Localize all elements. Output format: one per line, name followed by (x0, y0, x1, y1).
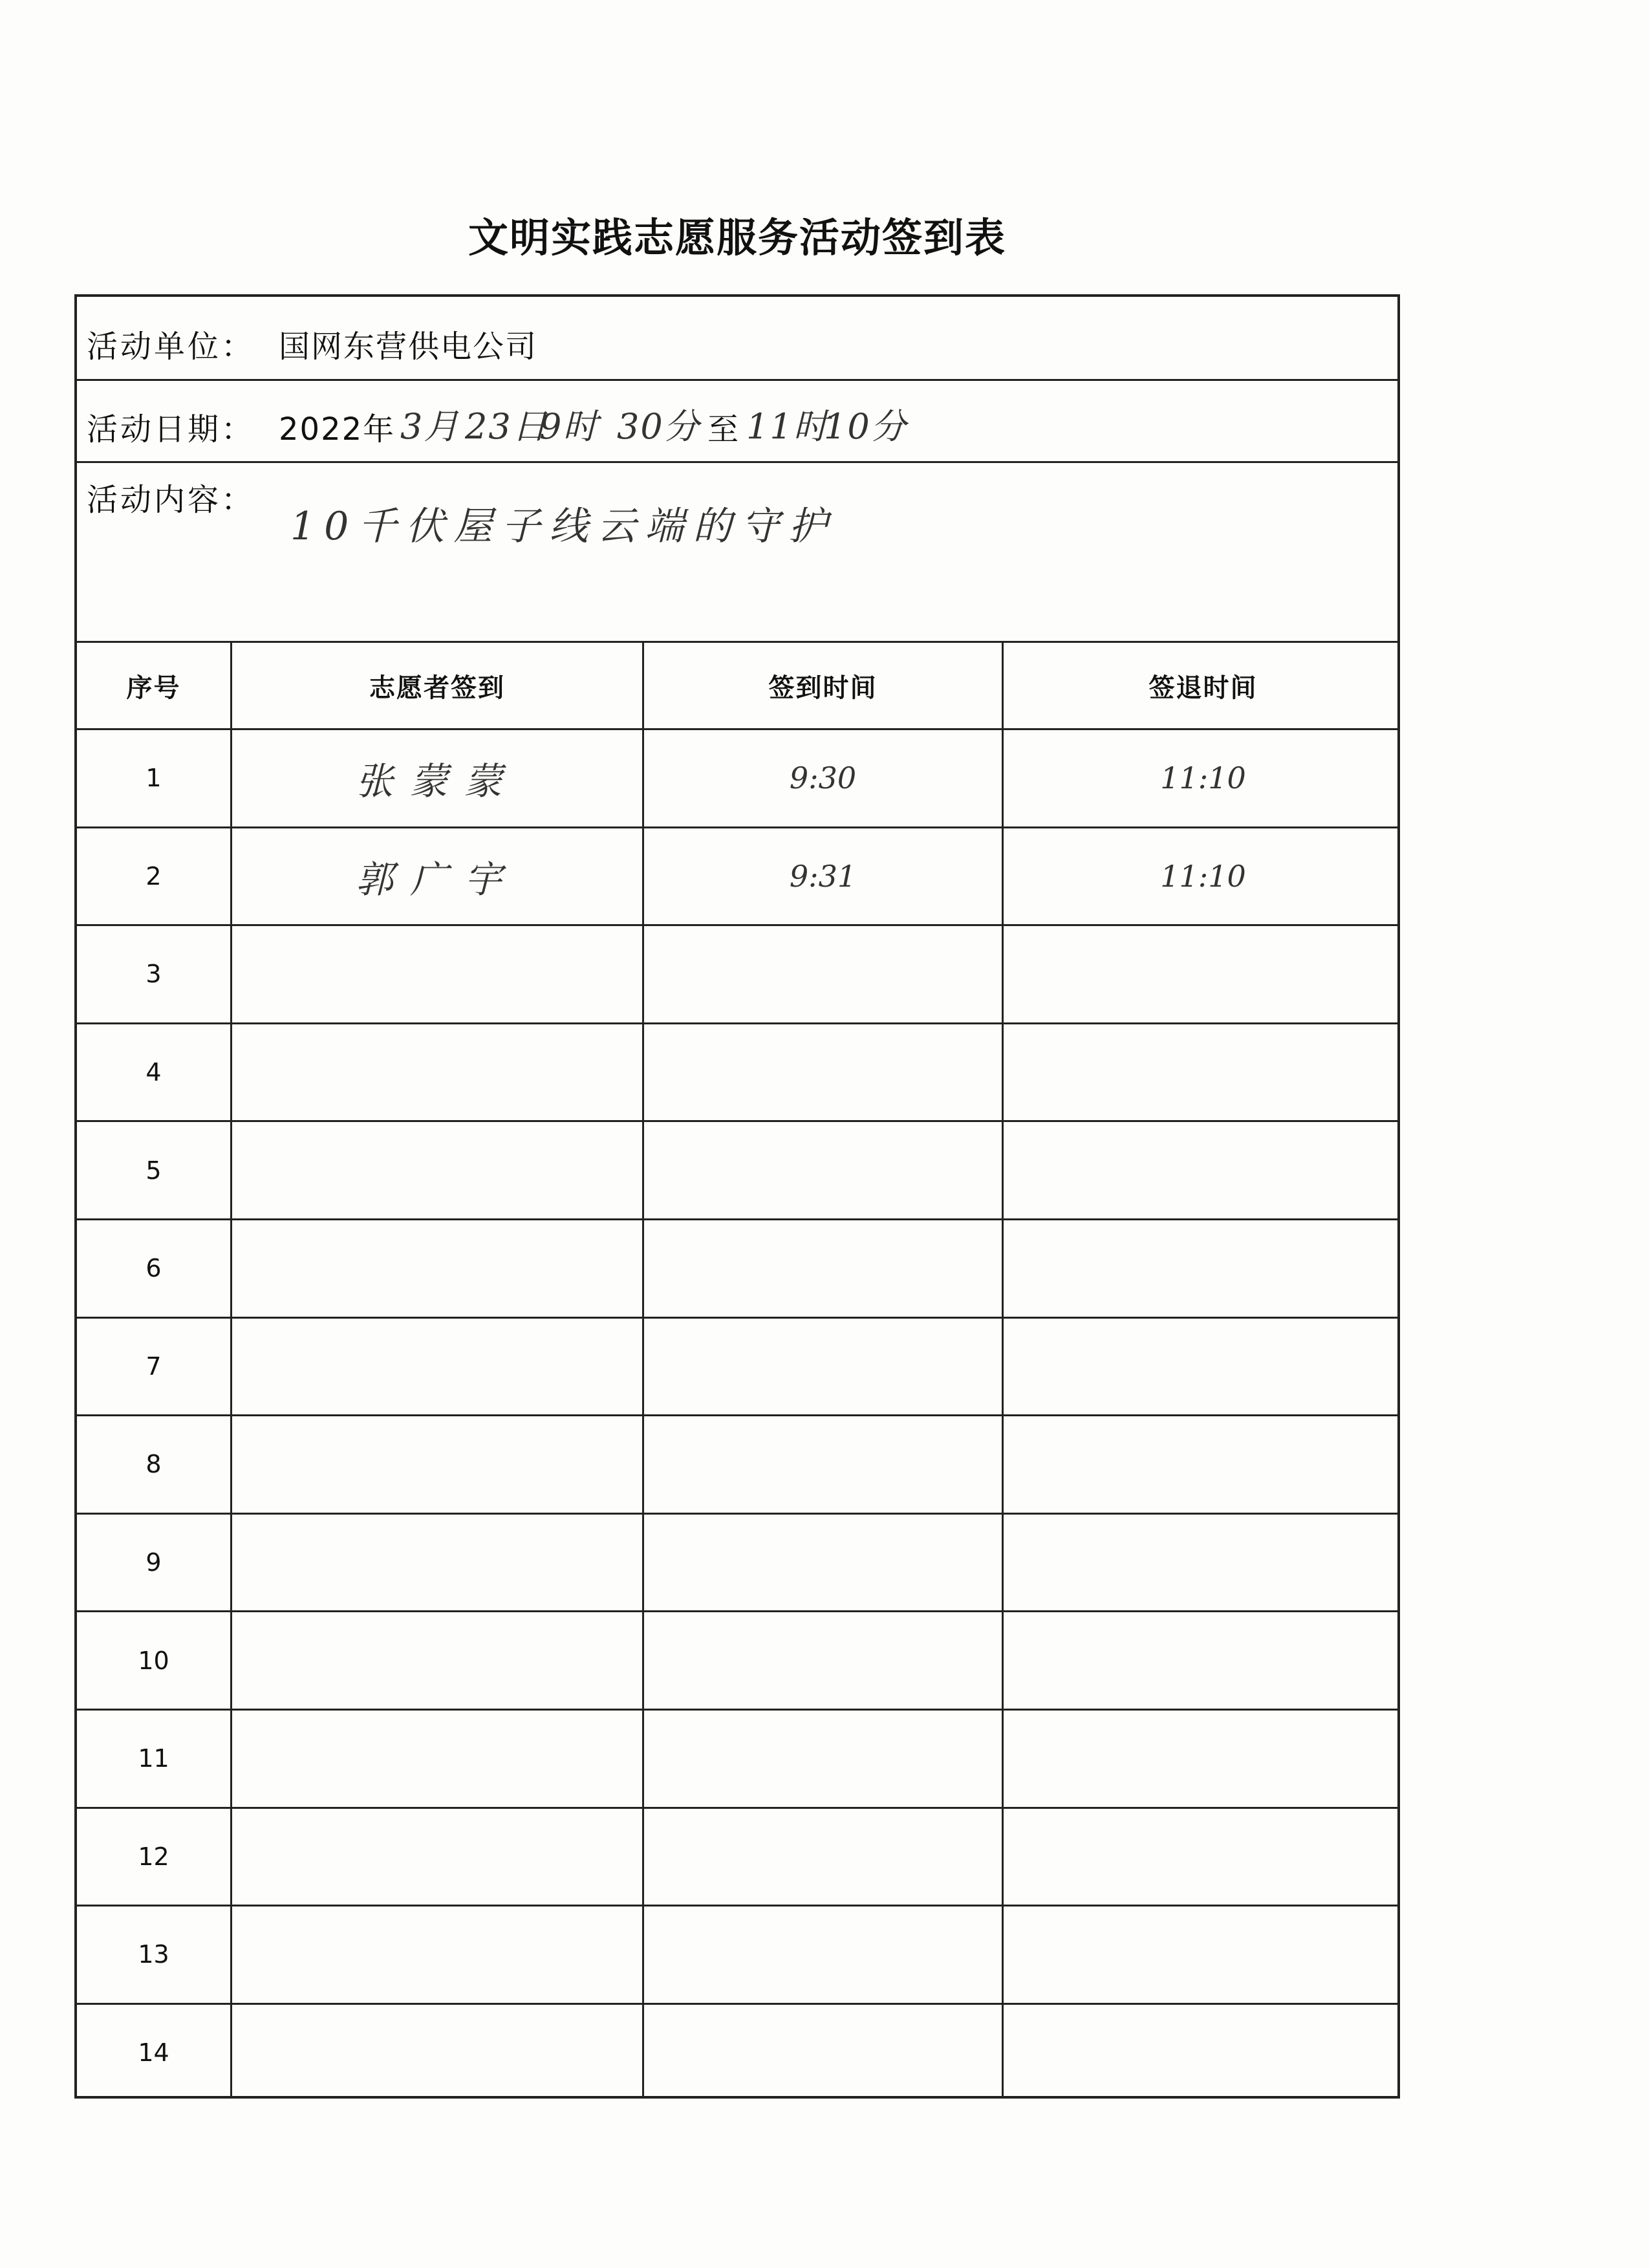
signout-time-cell (1004, 1711, 1403, 1807)
signin-time-cell (644, 926, 1002, 1022)
signout-time-cell (1004, 1416, 1403, 1513)
date-end-minute: 10分 (824, 406, 907, 447)
volunteer-signature-cell (232, 1220, 642, 1317)
activity-content-value: 10千伏屋子线云端的守护 (290, 504, 837, 549)
serial-cell: 1 (146, 764, 162, 793)
page-title: 文明实践志愿服务活动签到表 (468, 214, 1006, 261)
serial-cell: 12 (138, 1842, 169, 1871)
volunteer-signature-cell: 张蒙蒙 (355, 759, 519, 804)
signout-time-cell (1004, 1906, 1403, 2003)
signin-time-cell (644, 2005, 1002, 2101)
header-signout-time: 签退时间 (1148, 673, 1258, 703)
signout-time-cell (1004, 2005, 1403, 2101)
volunteer-signature-cell (232, 1711, 642, 1807)
serial-cell: 7 (146, 1352, 162, 1381)
date-start-minute: 30分 (617, 406, 700, 447)
signin-time-cell (644, 1906, 1002, 2003)
volunteer-signature-cell (232, 1416, 642, 1513)
serial-cell: 2 (146, 861, 162, 891)
serial-cell: 10 (138, 1646, 169, 1675)
serial-cell: 4 (146, 1058, 162, 1087)
signout-time-cell (1004, 1122, 1403, 1218)
volunteer-signature-cell (232, 2005, 642, 2101)
volunteer-signature-cell: 郭广宇 (355, 857, 519, 902)
serial-cell: 13 (138, 1940, 169, 1969)
signin-time-cell (644, 1809, 1002, 1905)
signout-time-cell: 11:10 (1160, 761, 1246, 796)
signout-time-cell (1004, 1612, 1403, 1709)
signin-time-cell (644, 1416, 1002, 1513)
signin-time-cell: 9:31 (789, 858, 857, 894)
serial-cell: 9 (146, 1548, 162, 1577)
activity-unit-label: 活动单位： (87, 329, 255, 365)
signin-time-cell (644, 1612, 1002, 1709)
signout-time-cell (1004, 1515, 1403, 1611)
volunteer-signature-cell (232, 1612, 642, 1709)
signout-time-cell (1004, 1024, 1403, 1121)
signout-time-cell (1004, 926, 1403, 1022)
signout-time-cell (1004, 1220, 1403, 1317)
header-volunteer: 志愿者签到 (369, 673, 505, 703)
header-signin-time: 签到时间 (768, 673, 878, 703)
signin-time-cell (644, 1122, 1002, 1218)
volunteer-signature-cell (232, 1024, 642, 1121)
date-day: 23日 (465, 406, 548, 447)
volunteer-signature-cell (232, 1515, 642, 1611)
signin-time-cell (644, 1220, 1002, 1317)
serial-cell: 8 (146, 1450, 162, 1479)
volunteer-signature-cell (232, 1319, 642, 1415)
signin-time-cell (644, 1711, 1002, 1807)
serial-cell: 3 (146, 960, 162, 989)
signin-time-cell (644, 1024, 1002, 1121)
activity-date-row (77, 381, 1397, 463)
serial-cell: 11 (138, 1744, 169, 1773)
date-year: 2022年 (279, 411, 396, 448)
signin-time-cell: 9:30 (789, 761, 857, 796)
signout-time-cell: 11:10 (1160, 858, 1246, 894)
signin-table (77, 643, 1397, 2096)
activity-content-label: 活动内容： (87, 482, 255, 518)
header-serial: 序号 (126, 673, 181, 703)
date-to: 至 (707, 411, 740, 448)
serial-cell: 14 (138, 2038, 169, 2068)
serial-cell: 5 (146, 1156, 162, 1185)
date-end-hour: 11时 (746, 406, 830, 447)
volunteer-signature-cell (232, 1809, 642, 1905)
signin-time-cell (644, 1319, 1002, 1415)
volunteer-signature-cell (232, 1122, 642, 1218)
activity-date-label: 活动日期： (87, 411, 255, 448)
serial-cell: 6 (146, 1254, 162, 1283)
volunteer-signature-cell (232, 1906, 642, 2003)
signout-time-cell (1004, 1319, 1403, 1415)
signin-time-cell (644, 1515, 1002, 1611)
activity-unit-value: 国网东营供电公司 (279, 329, 538, 365)
signin-form (74, 294, 1400, 2099)
activity-unit-row (77, 297, 1397, 381)
signout-time-cell (1004, 1809, 1403, 1905)
volunteer-signature-cell (232, 926, 642, 1022)
activity-content-row (77, 463, 1397, 643)
date-start-hour: 9时 (539, 406, 599, 447)
date-month: 3月 (400, 406, 460, 447)
